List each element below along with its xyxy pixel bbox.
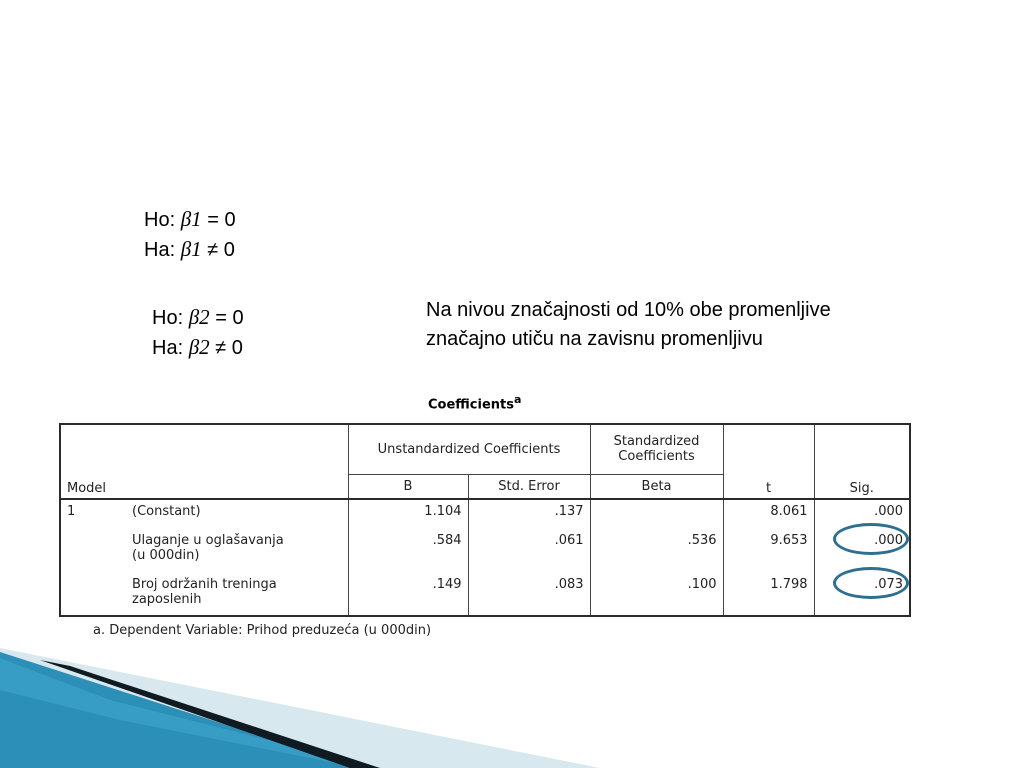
cell-b: 1.104 (348, 499, 468, 529)
beta1-symbol: β1 (180, 237, 202, 261)
coefficients-table (59, 423, 911, 617)
table-title-text: Coefficients (428, 397, 514, 413)
cell-beta: .100 (590, 573, 723, 616)
highlight-circle-sig-2 (833, 567, 909, 599)
ha-beta1-line (144, 235, 236, 265)
beta1-symbol: β1 (180, 207, 202, 231)
cell-b: .584 (348, 529, 468, 573)
decor-blue-wedge (0, 652, 360, 768)
beta2-symbol: β2 (188, 335, 210, 359)
header-standardized-line1: Standardized (613, 434, 700, 450)
model-empty (60, 529, 126, 573)
ha-label: Ha: (152, 337, 184, 359)
h0-beta1-line (144, 205, 236, 235)
row-name-line2: zaposlenih (132, 592, 202, 607)
h0-label: Ho: (144, 209, 176, 231)
header-standardized (590, 424, 723, 474)
header-beta: Beta (590, 474, 723, 499)
hypothesis-beta1 (144, 205, 236, 265)
cell-std-error: .137 (468, 499, 590, 529)
cell-sig: .000 (874, 504, 904, 519)
cell-std-error: .083 (468, 573, 590, 616)
cell-t: 1.798 (723, 573, 814, 616)
cell-b: .149 (348, 573, 468, 616)
table-title (428, 393, 521, 412)
cell-beta (590, 499, 723, 529)
highlight-circle-sig-1 (833, 523, 909, 555)
model-empty (60, 573, 126, 616)
row-name (126, 573, 348, 616)
ha-relation: ≠ 0 (207, 239, 235, 261)
table-footnote: a. Dependent Variable: Prihod preduzeća (u 000din) (93, 623, 432, 638)
ha-relation: ≠ 0 (215, 337, 243, 359)
beta2-symbol: β2 (188, 305, 210, 329)
decor-dark-stripe (40, 660, 380, 768)
table-row (60, 573, 910, 616)
header-standardized-line2: Coefficients (618, 449, 695, 465)
h0-label: Ho: (152, 307, 184, 329)
conclusion-line-2: značajno utiču na zavisnu promenljivu (426, 328, 763, 350)
h0-beta2-line (152, 303, 244, 333)
ha-beta2-line (152, 333, 244, 363)
header-sig: Sig. (814, 424, 910, 499)
table-title-superscript: a (513, 393, 522, 406)
cell-std-error: .061 (468, 529, 590, 573)
ha-label: Ha: (144, 239, 176, 261)
table-row (60, 529, 910, 573)
row-name (126, 529, 348, 573)
hypothesis-beta2 (152, 303, 244, 363)
decor-highlight-wedge (0, 658, 380, 768)
header-row-1 (60, 424, 910, 474)
coefficients-table-wrapper (59, 423, 909, 617)
row-name-line1: Ulaganje u oglašavanja (132, 533, 284, 548)
header-std-error: Std. Error (468, 474, 590, 499)
cell-sig: .000 (874, 533, 904, 548)
cell-t: 9.653 (723, 529, 814, 573)
cell-sig: .073 (874, 577, 904, 592)
table-row (60, 499, 910, 529)
row-name-line2: (u 000din) (132, 548, 200, 563)
row-name-line1: Broj održanih treninga (132, 577, 277, 592)
cell-beta: .536 (590, 529, 723, 573)
model-number: 1 (67, 504, 76, 519)
h0-relation: = 0 (207, 209, 236, 231)
header-model: Model (60, 424, 348, 499)
conclusion-line-1: Na nivou značajnosti od 10% obe promenljive (426, 299, 831, 321)
conclusion-text (426, 296, 986, 354)
h0-relation: = 0 (215, 307, 244, 329)
header-unstandardized: Unstandardized Coefficients (348, 424, 590, 474)
row-name: (Constant) (126, 499, 348, 529)
header-t: t (723, 424, 814, 499)
decor-light-band (0, 648, 600, 768)
cell-t: 8.061 (723, 499, 814, 529)
header-b: B (348, 474, 468, 499)
